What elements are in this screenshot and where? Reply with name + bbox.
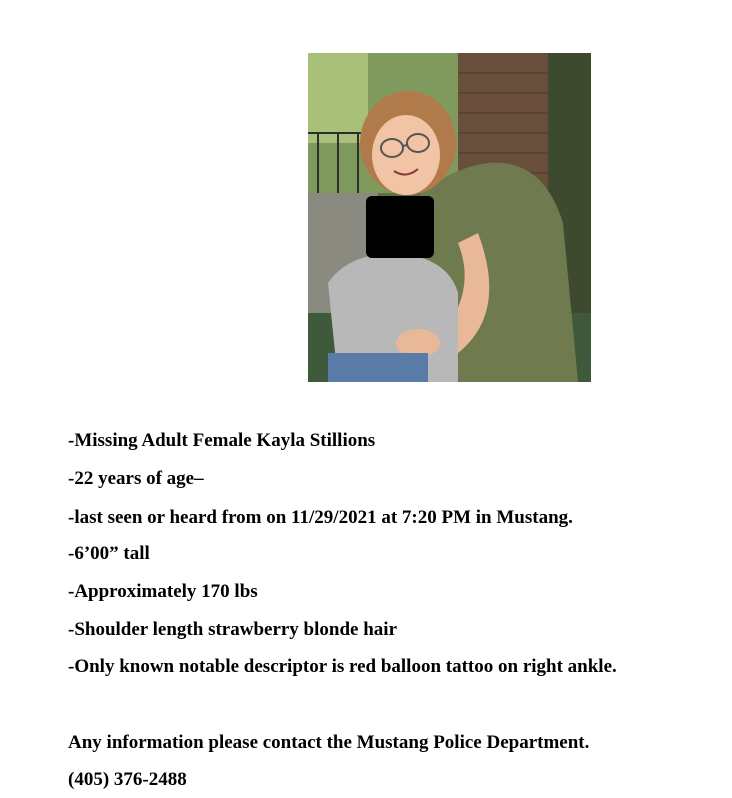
contact-phone: (405) 376-2488: [68, 769, 187, 790]
detail-last-seen: -last seen or heard from on 11/29/2021 at 7:20 PM in Mustang.: [68, 507, 573, 528]
detail-hair: -Shoulder length strawberry blonde hair: [68, 619, 398, 640]
detail-descriptor: -Only known notable descriptor is red balloon tattoo on right ankle.: [68, 656, 617, 677]
detail-name: -Missing Adult Female Kayla Stillions: [68, 430, 376, 451]
contact-message: Any information please contact the Mustang Police Department.: [68, 732, 590, 753]
missing-person-photo: [308, 53, 591, 382]
detail-age: -22 years of age–: [68, 468, 204, 489]
detail-weight: -Approximately 170 lbs: [68, 581, 258, 602]
detail-height: -6’00” tall: [68, 543, 150, 564]
